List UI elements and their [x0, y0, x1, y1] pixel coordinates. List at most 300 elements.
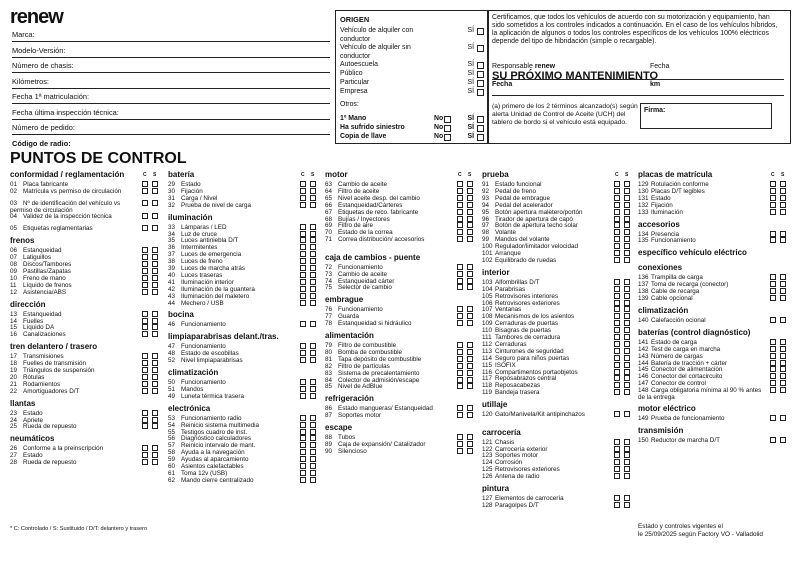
- checkbox-c[interactable]: [300, 286, 306, 292]
- checkbox-c[interactable]: [142, 331, 148, 337]
- checkbox-s[interactable]: [780, 281, 786, 287]
- checkbox-s[interactable]: [467, 209, 473, 215]
- checkbox-c[interactable]: [300, 477, 306, 483]
- checkbox-s[interactable]: [152, 181, 158, 187]
- checkbox-c[interactable]: [770, 295, 776, 301]
- checkbox-c[interactable]: [614, 229, 620, 235]
- checkbox-c[interactable]: [142, 388, 148, 394]
- checkbox-c[interactable]: [770, 231, 776, 237]
- checkbox-c[interactable]: [457, 264, 463, 270]
- checkbox-c[interactable]: [300, 350, 306, 356]
- checkbox-s[interactable]: [467, 278, 473, 284]
- checkbox-s[interactable]: [780, 373, 786, 379]
- checkbox-s[interactable]: [152, 324, 158, 330]
- checkbox-s[interactable]: [152, 417, 158, 423]
- checkbox-c[interactable]: [300, 379, 306, 385]
- checkbox-s[interactable]: [310, 258, 316, 264]
- checkbox-s[interactable]: [467, 448, 473, 454]
- checkbox-s[interactable]: [467, 313, 473, 319]
- checkbox-c[interactable]: [300, 181, 306, 187]
- checkbox-s[interactable]: [467, 284, 473, 290]
- checkbox-c[interactable]: [770, 339, 776, 345]
- checkbox-c[interactable]: [457, 181, 463, 187]
- checkbox-c[interactable]: [457, 356, 463, 362]
- checkbox-s[interactable]: [152, 360, 158, 366]
- checkbox-s[interactable]: [780, 380, 786, 386]
- checkbox-s[interactable]: [780, 366, 786, 372]
- checkbox-c[interactable]: [614, 495, 620, 501]
- checkbox-s[interactable]: [310, 265, 316, 271]
- checkbox-s[interactable]: [624, 452, 630, 458]
- checkbox-c[interactable]: [457, 434, 463, 440]
- checkbox-s[interactable]: [467, 216, 473, 222]
- checkbox-c[interactable]: [300, 321, 306, 327]
- checkbox-s[interactable]: [310, 442, 316, 448]
- checkbox-s[interactable]: [152, 459, 158, 465]
- checkbox-s[interactable]: [467, 377, 473, 383]
- checkbox-s[interactable]: [467, 229, 473, 235]
- checkbox-s[interactable]: [624, 446, 630, 452]
- checkbox-s[interactable]: [152, 374, 158, 380]
- checkbox-s[interactable]: [467, 434, 473, 440]
- checkbox-s[interactable]: [624, 495, 630, 501]
- checkbox-s[interactable]: [624, 439, 630, 445]
- yes-checkbox[interactable]: [477, 45, 484, 52]
- checkbox-s[interactable]: [152, 388, 158, 394]
- checkbox-c[interactable]: [457, 363, 463, 369]
- checkbox-s[interactable]: [152, 353, 158, 359]
- checkbox-s[interactable]: [624, 306, 630, 312]
- checkbox-s[interactable]: [624, 320, 630, 326]
- checkbox-c[interactable]: [614, 411, 620, 417]
- checkbox-c[interactable]: [770, 346, 776, 352]
- checkbox-c[interactable]: [142, 188, 148, 194]
- checkbox-c[interactable]: [457, 370, 463, 376]
- checkbox-c[interactable]: [142, 353, 148, 359]
- checkbox-s[interactable]: [310, 463, 316, 469]
- checkbox-s[interactable]: [310, 279, 316, 285]
- checkbox-s[interactable]: [310, 477, 316, 483]
- checkbox-c[interactable]: [300, 279, 306, 285]
- checkbox-c[interactable]: [614, 286, 620, 292]
- checkbox-c[interactable]: [300, 393, 306, 399]
- checkbox-c[interactable]: [770, 387, 776, 393]
- checkbox-c[interactable]: [142, 289, 148, 295]
- checkbox-s[interactable]: [624, 293, 630, 299]
- checkbox-s[interactable]: [624, 236, 630, 242]
- checkbox-s[interactable]: [624, 313, 630, 319]
- checkbox-c[interactable]: [300, 386, 306, 392]
- checkbox-s[interactable]: [624, 202, 630, 208]
- checkbox-s[interactable]: [624, 375, 630, 381]
- yes-checkbox[interactable]: [477, 28, 484, 35]
- field-row[interactable]: [12, 119, 330, 135]
- checkbox-c[interactable]: [300, 463, 306, 469]
- checkbox-c[interactable]: [300, 244, 306, 250]
- checkbox-s[interactable]: [624, 459, 630, 465]
- checkbox-s[interactable]: [624, 250, 630, 256]
- checkbox-s[interactable]: [624, 229, 630, 235]
- checkbox-c[interactable]: [770, 281, 776, 287]
- checkbox-s[interactable]: [780, 360, 786, 366]
- checkbox-s[interactable]: [310, 422, 316, 428]
- checkbox-c[interactable]: [614, 300, 620, 306]
- checkbox-s[interactable]: [467, 306, 473, 312]
- checkbox-s[interactable]: [310, 435, 316, 441]
- checkbox-c[interactable]: [300, 231, 306, 237]
- checkbox-c[interactable]: [142, 200, 148, 206]
- checkbox-c[interactable]: [457, 202, 463, 208]
- checkbox-c[interactable]: [614, 306, 620, 312]
- checkbox-s[interactable]: [780, 237, 786, 243]
- checkbox-s[interactable]: [624, 348, 630, 354]
- checkbox-s[interactable]: [310, 456, 316, 462]
- checkbox-s[interactable]: [467, 356, 473, 362]
- checkbox-c[interactable]: [614, 362, 620, 368]
- checkbox-s[interactable]: [467, 441, 473, 447]
- checkbox-s[interactable]: [780, 353, 786, 359]
- yes-checkbox[interactable]: [477, 125, 484, 132]
- checkbox-c[interactable]: [770, 288, 776, 294]
- checkbox-s[interactable]: [152, 213, 158, 219]
- checkbox-c[interactable]: [614, 236, 620, 242]
- checkbox-c[interactable]: [614, 459, 620, 465]
- checkbox-s[interactable]: [310, 357, 316, 363]
- checkbox-s[interactable]: [310, 224, 316, 230]
- checkbox-s[interactable]: [310, 286, 316, 292]
- checkbox-s[interactable]: [467, 264, 473, 270]
- checkbox-s[interactable]: [152, 261, 158, 267]
- checkbox-s[interactable]: [152, 247, 158, 253]
- checkbox-c[interactable]: [614, 348, 620, 354]
- checkbox-s[interactable]: [624, 286, 630, 292]
- checkbox-c[interactable]: [770, 380, 776, 386]
- checkbox-c[interactable]: [457, 405, 463, 411]
- checkbox-s[interactable]: [310, 350, 316, 356]
- checkbox-s[interactable]: [624, 389, 630, 395]
- checkbox-s[interactable]: [310, 251, 316, 257]
- checkbox-c[interactable]: [300, 357, 306, 363]
- checkbox-c[interactable]: [300, 442, 306, 448]
- checkbox-s[interactable]: [310, 244, 316, 250]
- checkbox-c[interactable]: [614, 293, 620, 299]
- checkbox-c[interactable]: [300, 202, 306, 208]
- checkbox-s[interactable]: [467, 412, 473, 418]
- checkbox-s[interactable]: [310, 343, 316, 349]
- checkbox-c[interactable]: [142, 282, 148, 288]
- checkbox-c[interactable]: [457, 306, 463, 312]
- checkbox-c[interactable]: [300, 415, 306, 421]
- checkbox-s[interactable]: [310, 300, 316, 306]
- checkbox-c[interactable]: [457, 342, 463, 348]
- checkbox-s[interactable]: [780, 188, 786, 194]
- checkbox-s[interactable]: [780, 295, 786, 301]
- checkbox-c[interactable]: [457, 271, 463, 277]
- checkbox-s[interactable]: [310, 202, 316, 208]
- checkbox-s[interactable]: [467, 202, 473, 208]
- checkbox-c[interactable]: [300, 195, 306, 201]
- checkbox-c[interactable]: [614, 439, 620, 445]
- checkbox-c[interactable]: [614, 209, 620, 215]
- checkbox-c[interactable]: [614, 389, 620, 395]
- checkbox-c[interactable]: [142, 268, 148, 274]
- checkbox-c[interactable]: [614, 473, 620, 479]
- checkbox-c[interactable]: [300, 429, 306, 435]
- field-row[interactable]: [12, 42, 330, 58]
- checkbox-c[interactable]: [142, 324, 148, 330]
- checkbox-s[interactable]: [780, 317, 786, 323]
- checkbox-c[interactable]: [614, 222, 620, 228]
- checkbox-c[interactable]: [457, 284, 463, 290]
- checkbox-c[interactable]: [457, 383, 463, 389]
- checkbox-c[interactable]: [614, 341, 620, 347]
- checkbox-s[interactable]: [624, 473, 630, 479]
- checkbox-c[interactable]: [457, 448, 463, 454]
- checkbox-c[interactable]: [614, 369, 620, 375]
- checkbox-s[interactable]: [467, 370, 473, 376]
- checkbox-s[interactable]: [467, 195, 473, 201]
- checkbox-c[interactable]: [457, 377, 463, 383]
- checkbox-s[interactable]: [780, 339, 786, 345]
- checkbox-c[interactable]: [614, 250, 620, 256]
- checkbox-c[interactable]: [614, 382, 620, 388]
- checkbox-c[interactable]: [457, 222, 463, 228]
- yes-checkbox[interactable]: [477, 80, 484, 87]
- checkbox-s[interactable]: [780, 415, 786, 421]
- checkbox-s[interactable]: [780, 437, 786, 443]
- checkbox-s[interactable]: [624, 341, 630, 347]
- checkbox-c[interactable]: [614, 181, 620, 187]
- checkbox-c[interactable]: [770, 237, 776, 243]
- checkbox-s[interactable]: [624, 466, 630, 472]
- field-row[interactable]: [12, 57, 330, 73]
- checkbox-c[interactable]: [300, 300, 306, 306]
- checkbox-s[interactable]: [467, 320, 473, 326]
- checkbox-s[interactable]: [624, 334, 630, 340]
- checkbox-s[interactable]: [624, 216, 630, 222]
- checkbox-c[interactable]: [300, 422, 306, 428]
- checkbox-s[interactable]: [467, 181, 473, 187]
- checkbox-c[interactable]: [457, 320, 463, 326]
- checkbox-s[interactable]: [310, 181, 316, 187]
- checkbox-c[interactable]: [142, 247, 148, 253]
- checkbox-c[interactable]: [457, 441, 463, 447]
- checkbox-s[interactable]: [152, 268, 158, 274]
- checkbox-c[interactable]: [300, 251, 306, 257]
- checkbox-c[interactable]: [457, 209, 463, 215]
- checkbox-c[interactable]: [770, 415, 776, 421]
- checkbox-c[interactable]: [142, 360, 148, 366]
- checkbox-c[interactable]: [142, 311, 148, 317]
- checkbox-c[interactable]: [142, 381, 148, 387]
- checkbox-c[interactable]: [142, 225, 148, 231]
- checkbox-c[interactable]: [614, 355, 620, 361]
- checkbox-c[interactable]: [142, 417, 148, 423]
- field-row[interactable]: [12, 135, 330, 150]
- checkbox-c[interactable]: [770, 366, 776, 372]
- checkbox-c[interactable]: [770, 188, 776, 194]
- checkbox-s[interactable]: [624, 382, 630, 388]
- checkbox-c[interactable]: [614, 466, 620, 472]
- checkbox-c[interactable]: [614, 257, 620, 263]
- checkbox-s[interactable]: [624, 355, 630, 361]
- checkbox-s[interactable]: [624, 222, 630, 228]
- checkbox-c[interactable]: [614, 243, 620, 249]
- checkbox-c[interactable]: [770, 274, 776, 280]
- no-checkbox[interactable]: [444, 125, 451, 132]
- checkbox-c[interactable]: [142, 423, 148, 429]
- checkbox-c[interactable]: [614, 313, 620, 319]
- checkbox-s[interactable]: [624, 369, 630, 375]
- checkbox-s[interactable]: [467, 383, 473, 389]
- checkbox-c[interactable]: [614, 202, 620, 208]
- checkbox-s[interactable]: [152, 275, 158, 281]
- yes-checkbox[interactable]: [477, 116, 484, 123]
- checkbox-c[interactable]: [770, 360, 776, 366]
- no-checkbox[interactable]: [444, 116, 451, 123]
- checkbox-c[interactable]: [614, 327, 620, 333]
- checkbox-c[interactable]: [457, 349, 463, 355]
- checkbox-s[interactable]: [310, 470, 316, 476]
- checkbox-c[interactable]: [770, 202, 776, 208]
- checkbox-s[interactable]: [152, 452, 158, 458]
- checkbox-s[interactable]: [780, 288, 786, 294]
- checkbox-c[interactable]: [614, 375, 620, 381]
- checkbox-c[interactable]: [770, 317, 776, 323]
- checkbox-s[interactable]: [624, 209, 630, 215]
- checkbox-s[interactable]: [624, 195, 630, 201]
- checkbox-c[interactable]: [300, 293, 306, 299]
- checkbox-s[interactable]: [152, 367, 158, 373]
- checkbox-s[interactable]: [310, 429, 316, 435]
- checkbox-s[interactable]: [467, 363, 473, 369]
- yes-checkbox[interactable]: [477, 134, 484, 141]
- checkbox-s[interactable]: [310, 321, 316, 327]
- checkbox-s[interactable]: [152, 289, 158, 295]
- checkbox-s[interactable]: [780, 202, 786, 208]
- checkbox-c[interactable]: [142, 318, 148, 324]
- checkbox-c[interactable]: [457, 188, 463, 194]
- checkbox-s[interactable]: [467, 222, 473, 228]
- checkbox-c[interactable]: [457, 236, 463, 242]
- checkbox-s[interactable]: [780, 195, 786, 201]
- checkbox-c[interactable]: [300, 449, 306, 455]
- checkbox-c[interactable]: [457, 216, 463, 222]
- checkbox-c[interactable]: [300, 456, 306, 462]
- checkbox-s[interactable]: [467, 349, 473, 355]
- checkbox-c[interactable]: [142, 275, 148, 281]
- checkbox-s[interactable]: [152, 410, 158, 416]
- checkbox-c[interactable]: [614, 320, 620, 326]
- checkbox-c[interactable]: [770, 209, 776, 215]
- field-row[interactable]: [12, 26, 330, 42]
- checkbox-c[interactable]: [142, 213, 148, 219]
- checkbox-s[interactable]: [624, 279, 630, 285]
- checkbox-c[interactable]: [457, 412, 463, 418]
- checkbox-c[interactable]: [300, 258, 306, 264]
- checkbox-s[interactable]: [310, 237, 316, 243]
- yes-checkbox[interactable]: [477, 71, 484, 78]
- checkbox-s[interactable]: [624, 181, 630, 187]
- checkbox-s[interactable]: [310, 231, 316, 237]
- checkbox-s[interactable]: [152, 311, 158, 317]
- checkbox-c[interactable]: [614, 216, 620, 222]
- checkbox-c[interactable]: [614, 446, 620, 452]
- checkbox-s[interactable]: [780, 231, 786, 237]
- checkbox-c[interactable]: [614, 195, 620, 201]
- checkbox-s[interactable]: [152, 225, 158, 231]
- checkbox-c[interactable]: [300, 435, 306, 441]
- checkbox-s[interactable]: [624, 257, 630, 263]
- yes-checkbox[interactable]: [477, 89, 484, 96]
- checkbox-c[interactable]: [142, 452, 148, 458]
- checkbox-s[interactable]: [152, 331, 158, 337]
- checkbox-c[interactable]: [770, 353, 776, 359]
- checkbox-c[interactable]: [142, 445, 148, 451]
- checkbox-s[interactable]: [310, 188, 316, 194]
- checkbox-c[interactable]: [457, 229, 463, 235]
- checkbox-c[interactable]: [300, 470, 306, 476]
- checkbox-s[interactable]: [467, 188, 473, 194]
- checkbox-c[interactable]: [142, 374, 148, 380]
- checkbox-s[interactable]: [624, 243, 630, 249]
- checkbox-s[interactable]: [152, 200, 158, 206]
- checkbox-c[interactable]: [300, 272, 306, 278]
- checkbox-s[interactable]: [467, 271, 473, 277]
- checkbox-c[interactable]: [457, 278, 463, 284]
- checkbox-s[interactable]: [152, 318, 158, 324]
- checkbox-s[interactable]: [780, 181, 786, 187]
- checkbox-c[interactable]: [457, 195, 463, 201]
- checkbox-c[interactable]: [300, 188, 306, 194]
- checkbox-c[interactable]: [300, 265, 306, 271]
- checkbox-c[interactable]: [770, 437, 776, 443]
- checkbox-c[interactable]: [142, 367, 148, 373]
- checkbox-s[interactable]: [780, 209, 786, 215]
- checkbox-c[interactable]: [614, 279, 620, 285]
- checkbox-s[interactable]: [310, 415, 316, 421]
- checkbox-s[interactable]: [310, 386, 316, 392]
- checkbox-s[interactable]: [310, 449, 316, 455]
- checkbox-s[interactable]: [310, 293, 316, 299]
- checkbox-s[interactable]: [152, 381, 158, 387]
- checkbox-c[interactable]: [457, 313, 463, 319]
- checkbox-s[interactable]: [467, 236, 473, 242]
- checkbox-s[interactable]: [310, 379, 316, 385]
- checkbox-s[interactable]: [624, 502, 630, 508]
- checkbox-s[interactable]: [152, 423, 158, 429]
- checkbox-s[interactable]: [780, 387, 786, 393]
- no-checkbox[interactable]: [444, 134, 451, 141]
- checkbox-c[interactable]: [770, 373, 776, 379]
- checkbox-s[interactable]: [624, 188, 630, 194]
- checkbox-s[interactable]: [780, 274, 786, 280]
- checkbox-c[interactable]: [142, 459, 148, 465]
- checkbox-c[interactable]: [614, 188, 620, 194]
- checkbox-s[interactable]: [152, 445, 158, 451]
- field-row[interactable]: [12, 104, 330, 120]
- checkbox-c[interactable]: [300, 224, 306, 230]
- checkbox-s[interactable]: [310, 195, 316, 201]
- checkbox-c[interactable]: [614, 334, 620, 340]
- checkbox-c[interactable]: [614, 452, 620, 458]
- checkbox-s[interactable]: [152, 254, 158, 260]
- checkbox-s[interactable]: [152, 188, 158, 194]
- checkbox-s[interactable]: [152, 282, 158, 288]
- checkbox-s[interactable]: [624, 300, 630, 306]
- yes-checkbox[interactable]: [477, 62, 484, 69]
- field-row[interactable]: [12, 73, 330, 89]
